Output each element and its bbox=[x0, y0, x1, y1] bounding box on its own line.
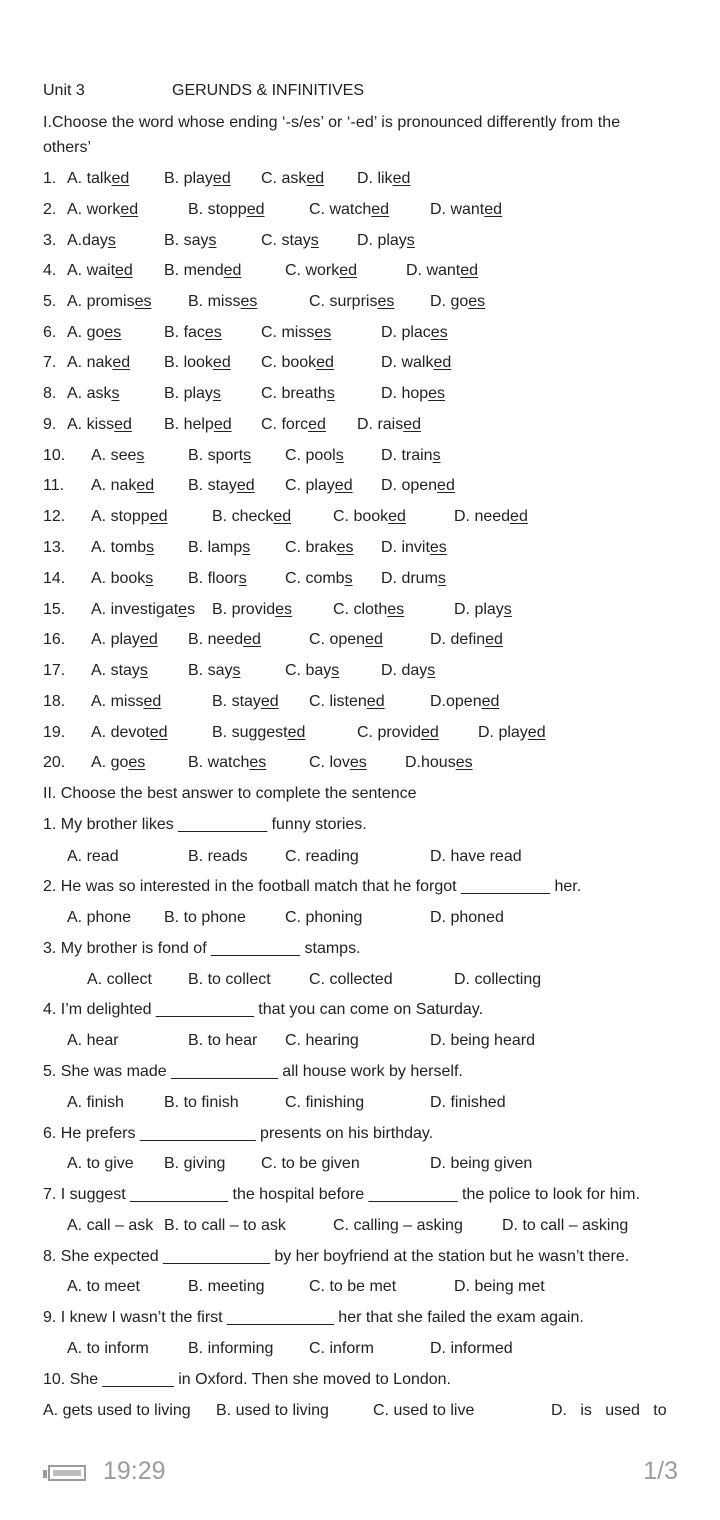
underlined-ending: ed bbox=[115, 262, 133, 279]
page-indicator: 1/3 bbox=[643, 1457, 678, 1485]
question-text: 1. My brother likes __________ funny stories. bbox=[43, 816, 367, 833]
underlined-ending: es bbox=[314, 324, 332, 341]
underlined-ending: es bbox=[377, 293, 395, 310]
answer-option: A. sees bbox=[91, 447, 145, 464]
exercise-item bbox=[0, 474, 720, 498]
answer-option: B. mended bbox=[164, 262, 242, 279]
answer-option: C. stays bbox=[261, 232, 319, 249]
exercise-item bbox=[0, 290, 720, 314]
underlined-ending: ed bbox=[213, 416, 232, 433]
answer-option: B. giving bbox=[164, 1155, 226, 1172]
answer-option: D. informed bbox=[430, 1340, 513, 1357]
answer-option: A. to meet bbox=[67, 1278, 140, 1295]
answer-option: C. hearing bbox=[285, 1032, 359, 1049]
item-number: 12. bbox=[43, 508, 66, 525]
underlined-ending: ed bbox=[139, 631, 158, 648]
answer-option: B. to finish bbox=[164, 1094, 239, 1111]
answer-option: A. stays bbox=[91, 662, 148, 679]
answer-option: A. worked bbox=[67, 201, 139, 218]
answer-option: C. surprises bbox=[309, 293, 395, 310]
answer-option: C. calling – asking bbox=[333, 1217, 463, 1234]
answer-option: B. says bbox=[188, 662, 241, 679]
underlined-ending: s bbox=[107, 232, 116, 249]
underlined-ending: ed bbox=[371, 201, 390, 218]
answer-option: A. kissed bbox=[67, 416, 132, 433]
answer-option: D. played bbox=[478, 724, 546, 741]
answer-option: C. watched bbox=[309, 201, 390, 218]
underlined-ending: ed bbox=[143, 693, 162, 710]
unit-heading bbox=[0, 79, 720, 103]
underlined-ending: ed bbox=[212, 354, 231, 371]
underlined-ending: ed bbox=[433, 354, 452, 371]
answer-option: B. helped bbox=[164, 416, 232, 433]
underlined-ending: ed bbox=[246, 201, 265, 218]
answer-option: A. promises bbox=[67, 293, 152, 310]
answer-option: C. listened bbox=[309, 693, 385, 710]
answer-option: D. wanted bbox=[430, 201, 503, 218]
underlined-ending: ed bbox=[460, 262, 479, 279]
answer-option: C. booked bbox=[261, 354, 334, 371]
underlined-ending: s bbox=[243, 447, 252, 464]
underlined-ending: es bbox=[429, 539, 447, 556]
exercise-item bbox=[0, 167, 720, 191]
item-number: 14. bbox=[43, 570, 66, 587]
underlined-ending: ed bbox=[527, 724, 546, 741]
answer-option: A.days bbox=[67, 232, 116, 249]
answer-option: D. finished bbox=[430, 1094, 506, 1111]
answer-option: B. faces bbox=[164, 324, 222, 341]
answer-option: B. plays bbox=[164, 385, 221, 402]
answer-option: B. sports bbox=[188, 447, 252, 464]
exercise-item bbox=[0, 351, 720, 375]
clock: 19:29 bbox=[103, 1457, 166, 1485]
answer-option: B. lamps bbox=[188, 539, 251, 556]
underlined-ending: s bbox=[335, 447, 344, 464]
exercise-item bbox=[0, 505, 720, 529]
underlined-ending: es bbox=[430, 324, 448, 341]
answer-option: C. phoning bbox=[285, 909, 363, 926]
answer-option: B. played bbox=[164, 170, 231, 187]
answer-option: B. stayed bbox=[212, 693, 279, 710]
question-text: 5. She was made ____________ all house work by herself. bbox=[43, 1063, 463, 1080]
answer-option: B. informing bbox=[188, 1340, 274, 1357]
underlined-ending: s bbox=[326, 385, 335, 402]
underlined-ending: s bbox=[310, 232, 319, 249]
answer-option: A. naked bbox=[67, 354, 131, 371]
underlined-ending: ed bbox=[481, 693, 500, 710]
exercise-item bbox=[0, 413, 720, 437]
item-number: 19. bbox=[43, 724, 66, 741]
answer-option: B. looked bbox=[164, 354, 231, 371]
underlined-ending: ed bbox=[403, 416, 422, 433]
answer-option: C. played bbox=[285, 477, 353, 494]
question-text: 9. I knew I wasn’t the first ____________ her that she failed the exam again. bbox=[43, 1309, 584, 1326]
underlined-ending: s bbox=[208, 232, 217, 249]
exercise-item bbox=[0, 259, 720, 283]
underlined-ending: s bbox=[139, 662, 148, 679]
underlined-ending: s bbox=[242, 539, 251, 556]
question-text: 3. My brother is fond of __________ stamps. bbox=[43, 940, 361, 957]
underlined-ending: ed bbox=[273, 508, 292, 525]
battery-icon bbox=[43, 1465, 83, 1483]
answer-option: C. pools bbox=[285, 447, 344, 464]
answer-option: B. suggested bbox=[212, 724, 306, 741]
question-text: 2. He was so interested in the football match that he forgot __________ her. bbox=[43, 878, 582, 895]
answer-option: A. to give bbox=[67, 1155, 134, 1172]
answer-option: D. hopes bbox=[381, 385, 446, 402]
exercise-item bbox=[0, 536, 720, 560]
answer-option: B. used to living bbox=[216, 1402, 329, 1419]
question-options bbox=[0, 1091, 720, 1115]
underlined-ending: s bbox=[427, 662, 436, 679]
exercise-item bbox=[0, 598, 720, 622]
answer-option: D. have read bbox=[430, 848, 522, 865]
answer-option: A. gets used to living bbox=[43, 1402, 191, 1419]
answer-option: A. stopped bbox=[91, 508, 168, 525]
underlined-ending: es bbox=[249, 754, 267, 771]
underlined-ending: s bbox=[111, 385, 120, 402]
topic-title: GERUNDS & INFINITIVES bbox=[172, 82, 365, 99]
item-number: 5. bbox=[43, 293, 57, 310]
underlined-ending: s bbox=[136, 447, 145, 464]
underlined-ending: es bbox=[387, 601, 405, 618]
underlined-ending: ed bbox=[485, 631, 503, 648]
answer-option: D. being given bbox=[430, 1155, 533, 1172]
answer-option: A. played bbox=[91, 631, 158, 648]
underlined-ending: ed bbox=[365, 631, 383, 648]
underlined-ending: ed bbox=[339, 262, 358, 279]
answer-option: A. tombs bbox=[91, 539, 155, 556]
answer-option: B. stopped bbox=[188, 201, 265, 218]
answer-option: A. books bbox=[91, 570, 154, 587]
answer-option: D. needed bbox=[454, 508, 528, 525]
exercise-item bbox=[0, 567, 720, 591]
answer-option: A. collect bbox=[87, 971, 152, 988]
answer-option: C. clothes bbox=[333, 601, 405, 618]
question-options bbox=[0, 1152, 720, 1176]
question-options bbox=[0, 1399, 720, 1423]
answer-option: D. plays bbox=[357, 232, 415, 249]
item-number: 17. bbox=[43, 662, 66, 679]
exercise-item bbox=[0, 321, 720, 345]
underlined-ending: s bbox=[145, 570, 154, 587]
answer-option: D. invites bbox=[381, 539, 447, 556]
underlined-ending: ed bbox=[421, 724, 439, 741]
answer-option: A. talked bbox=[67, 170, 130, 187]
item-number: 10. bbox=[43, 447, 66, 464]
answer-option: B. stayed bbox=[188, 477, 255, 494]
question-text: 4. I’m delighted ___________ that you can come on Saturday. bbox=[43, 1001, 484, 1018]
answer-option: C. inform bbox=[309, 1340, 374, 1357]
answer-option: D. drums bbox=[381, 570, 446, 587]
underlined-ending: ed bbox=[306, 170, 325, 187]
answer-option: B. says bbox=[164, 232, 217, 249]
underlined-ending: s bbox=[232, 662, 241, 679]
underlined-ending: e bbox=[178, 601, 188, 618]
answer-option: C. worked bbox=[285, 262, 358, 279]
answer-option: D.opened bbox=[430, 693, 500, 710]
answer-option: B. reads bbox=[188, 848, 248, 865]
answer-option: C. bays bbox=[285, 662, 340, 679]
underlined-ending: ed bbox=[308, 416, 326, 433]
answer-option: C. provided bbox=[357, 724, 439, 741]
question-text: 10. She ________ in Oxford. Then she moved to London. bbox=[43, 1371, 451, 1388]
question-text: 7. I suggest ___________ the hospital before __________ the police to look for him. bbox=[43, 1186, 640, 1203]
exercise-item bbox=[0, 690, 720, 714]
section2-heading: II. Choose the best answer to complete the sentence bbox=[43, 785, 417, 802]
answer-option: B. to hear bbox=[188, 1032, 258, 1049]
answer-option: C. reading bbox=[285, 848, 359, 865]
exercise-item bbox=[0, 444, 720, 468]
underlined-ending: es bbox=[336, 539, 354, 556]
underlined-ending: es bbox=[240, 293, 258, 310]
answer-option: A. to inform bbox=[67, 1340, 149, 1357]
answer-option: A. asks bbox=[67, 385, 120, 402]
answer-option: D.houses bbox=[405, 754, 473, 771]
underlined-ending: ed bbox=[316, 354, 334, 371]
answer-option: D. wanted bbox=[406, 262, 479, 279]
underlined-ending: es bbox=[455, 754, 473, 771]
underlined-ending: es bbox=[428, 385, 446, 402]
section1-instruction-cont: others’ bbox=[43, 139, 92, 156]
answer-option: C. combs bbox=[285, 570, 353, 587]
answer-option: D. opened bbox=[381, 477, 455, 494]
status-bar bbox=[0, 1455, 720, 1495]
item-number: 4. bbox=[43, 262, 57, 279]
underlined-ending: s bbox=[344, 570, 353, 587]
underlined-ending: es bbox=[468, 293, 486, 310]
exercise-item bbox=[0, 751, 720, 775]
question-options bbox=[0, 1275, 720, 1299]
question-options bbox=[0, 1337, 720, 1361]
underlined-ending: ed bbox=[392, 170, 411, 187]
answer-option: C. breaths bbox=[261, 385, 335, 402]
answer-option: B. meeting bbox=[188, 1278, 265, 1295]
answer-option: D. plays bbox=[454, 601, 512, 618]
answer-option: D. walked bbox=[381, 354, 452, 371]
underlined-ending: ed bbox=[149, 508, 168, 525]
answer-option: A. goes bbox=[67, 324, 122, 341]
answer-option: A. read bbox=[67, 848, 119, 865]
answer-option: C. forced bbox=[261, 416, 326, 433]
underlined-ending: ed bbox=[510, 508, 528, 525]
answer-option: C. booked bbox=[333, 508, 406, 525]
question-text: 8. She expected ____________ by her boyfriend at the station but he wasn’t there. bbox=[43, 1248, 630, 1265]
underlined-ending: s bbox=[406, 232, 415, 249]
answer-option: B. misses bbox=[188, 293, 258, 310]
answer-option: A. call – ask bbox=[67, 1217, 154, 1234]
answer-option: D. being heard bbox=[430, 1032, 535, 1049]
answer-option: C. asked bbox=[261, 170, 325, 187]
underlined-ending: ed bbox=[334, 477, 353, 494]
unit-label: Unit 3 bbox=[43, 82, 85, 99]
underlined-ending: es bbox=[104, 324, 122, 341]
answer-option: D. is used to bbox=[551, 1402, 667, 1419]
answer-option: C. used to live bbox=[373, 1402, 475, 1419]
underlined-ending: ed bbox=[120, 201, 139, 218]
question-text: 6. He prefers _____________ presents on his birthday. bbox=[43, 1125, 434, 1142]
answer-option: D. to call – asking bbox=[502, 1217, 629, 1234]
answer-option: C. loves bbox=[309, 754, 367, 771]
item-number: 3. bbox=[43, 232, 57, 249]
section1-instruction: I.Choose the word whose ending ‘-s/es’ or ‘-ed’ is pronounced differently from the bbox=[43, 114, 621, 131]
answer-option: A. finish bbox=[67, 1094, 124, 1111]
underlined-ending: ed bbox=[287, 724, 306, 741]
answer-option: A. devoted bbox=[91, 724, 168, 741]
question-options bbox=[0, 968, 720, 992]
item-number: 9. bbox=[43, 416, 57, 433]
underlined-ending: ed bbox=[114, 416, 132, 433]
answer-option: A. hear bbox=[67, 1032, 119, 1049]
answer-option: D. collecting bbox=[454, 971, 542, 988]
item-number: 15. bbox=[43, 601, 66, 618]
answer-option: C. to be met bbox=[309, 1278, 397, 1295]
underlined-ending: ed bbox=[149, 724, 168, 741]
exercise-item bbox=[0, 382, 720, 406]
answer-option: C. to be given bbox=[261, 1155, 360, 1172]
answer-option: B. to call – to ask bbox=[164, 1217, 286, 1234]
answer-option: A. missed bbox=[91, 693, 162, 710]
answer-option: C. misses bbox=[261, 324, 332, 341]
underlined-ending: ed bbox=[366, 693, 385, 710]
answer-option: D. being met bbox=[454, 1278, 545, 1295]
item-number: 6. bbox=[43, 324, 57, 341]
exercise-item bbox=[0, 628, 720, 652]
question-options bbox=[0, 906, 720, 930]
answer-option: B. to collect bbox=[188, 971, 271, 988]
item-number: 11. bbox=[43, 477, 65, 494]
underlined-ending: ed bbox=[243, 631, 261, 648]
underlined-ending: ed bbox=[212, 170, 231, 187]
exercise-item bbox=[0, 659, 720, 683]
underlined-ending: s bbox=[331, 662, 340, 679]
answer-option: B. floors bbox=[188, 570, 247, 587]
answer-option: B. needed bbox=[188, 631, 261, 648]
underlined-ending: s bbox=[437, 570, 446, 587]
answer-option: A. phone bbox=[67, 909, 132, 926]
item-number: 8. bbox=[43, 385, 57, 402]
exercise-item bbox=[0, 198, 720, 222]
underlined-ending: ed bbox=[437, 477, 455, 494]
question-options bbox=[0, 1029, 720, 1053]
underlined-ending: es bbox=[204, 324, 222, 341]
underlined-ending: es bbox=[349, 754, 367, 771]
answer-option: C. collected bbox=[309, 971, 393, 988]
exercise-item bbox=[0, 229, 720, 253]
underlined-ending: s bbox=[212, 385, 221, 402]
answer-option: D. goes bbox=[430, 293, 486, 310]
answer-option: B. watches bbox=[188, 754, 267, 771]
underlined-ending: s bbox=[432, 447, 441, 464]
answer-option: A. waited bbox=[67, 262, 133, 279]
answer-option: D. liked bbox=[357, 170, 411, 187]
answer-option: D. trains bbox=[381, 447, 441, 464]
answer-option: B. to phone bbox=[164, 909, 246, 926]
underlined-ending: ed bbox=[136, 477, 155, 494]
item-number: 7. bbox=[43, 354, 57, 371]
underlined-ending: ed bbox=[484, 201, 503, 218]
underlined-ending: s bbox=[503, 601, 512, 618]
answer-option: D. places bbox=[381, 324, 448, 341]
answer-option: A. investigates bbox=[91, 601, 196, 618]
underlined-ending: s bbox=[146, 539, 155, 556]
answer-option: D. days bbox=[381, 662, 436, 679]
answer-option: B. provides bbox=[212, 601, 293, 618]
question-options bbox=[0, 845, 720, 869]
item-number: 18. bbox=[43, 693, 66, 710]
item-number: 1. bbox=[43, 170, 57, 187]
answer-option: A. goes bbox=[91, 754, 146, 771]
question-options bbox=[0, 1214, 720, 1238]
answer-option: C. brakes bbox=[285, 539, 354, 556]
underlined-ending: es bbox=[134, 293, 152, 310]
underlined-ending: es bbox=[275, 601, 293, 618]
answer-option: A. naked bbox=[91, 477, 155, 494]
answer-option: D. defined bbox=[430, 631, 503, 648]
underlined-ending: s bbox=[238, 570, 247, 587]
underlined-ending: ed bbox=[111, 170, 130, 187]
answer-option: C. finishing bbox=[285, 1094, 365, 1111]
underlined-ending: ed bbox=[112, 354, 131, 371]
answer-option: D. phoned bbox=[430, 909, 504, 926]
underlined-ending: ed bbox=[388, 508, 406, 525]
item-number: 16. bbox=[43, 631, 66, 648]
answer-option: C. opened bbox=[309, 631, 383, 648]
underlined-ending: ed bbox=[223, 262, 242, 279]
item-number: 13. bbox=[43, 539, 66, 556]
answer-option: B. checked bbox=[212, 508, 292, 525]
item-number: 2. bbox=[43, 201, 57, 218]
underlined-ending: es bbox=[128, 754, 146, 771]
underlined-ending: ed bbox=[260, 693, 279, 710]
exercise-item bbox=[0, 721, 720, 745]
answer-option: D. raised bbox=[357, 416, 422, 433]
underlined-ending: ed bbox=[236, 477, 255, 494]
item-number: 20. bbox=[43, 754, 66, 771]
